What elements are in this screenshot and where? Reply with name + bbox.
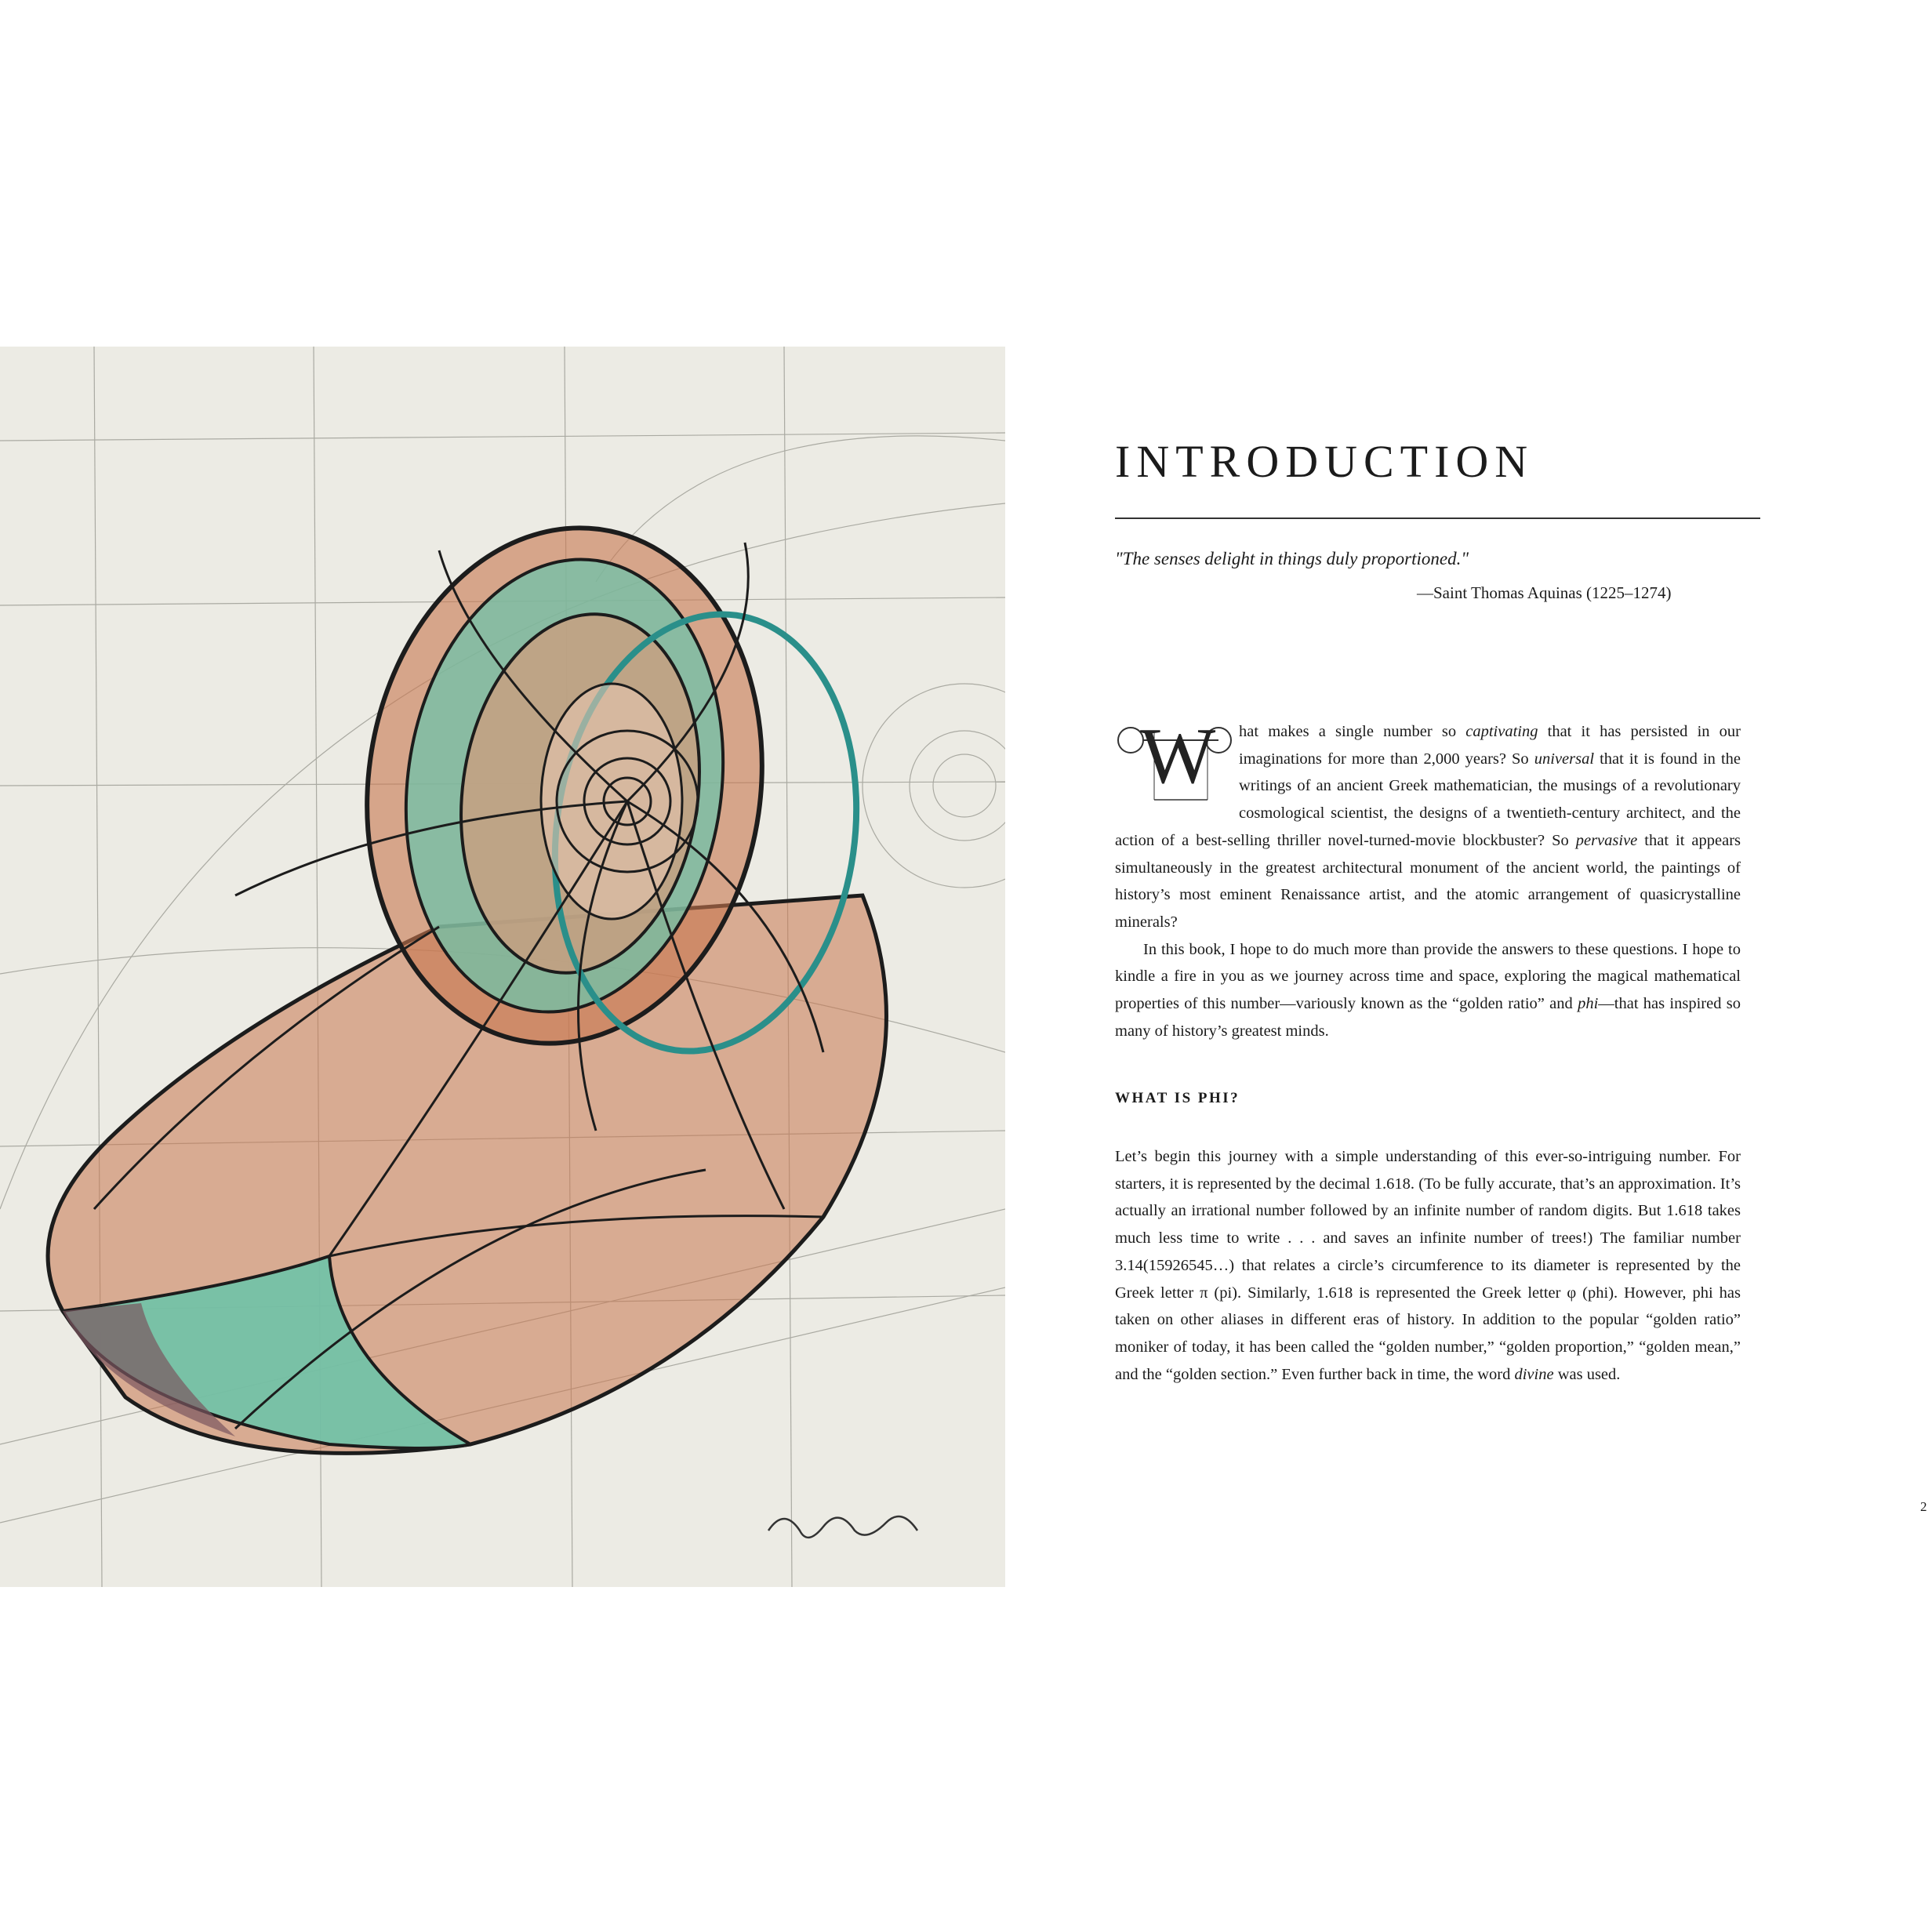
drop-cap [1115,712,1233,803]
section-body [1115,1143,1741,1388]
intro-text: that it is found in the writings of an ancient Greek mathematician, the musings of a revolutionary cosmological scientist, the designs of a twentieth-century architect, and the action of a best-selling thriller novel-turned-movie blockbuster? So [1115,750,1741,849]
title-rule [1115,518,1760,519]
epigraph-attribution: —Saint Thomas Aquinas (1225–1274) [1417,583,1672,602]
epigraph-quote: "The senses delight in things duly proportioned." [1115,549,1469,568]
section-heading: WHAT IS PHI? [1115,1090,1240,1106]
section-paragraph [1115,1143,1741,1388]
intro-emphasis: pervasive [1575,831,1638,849]
page-number: 2 [1920,1499,1927,1514]
intro-emphasis: universal [1534,750,1595,768]
intro-text: —that has inspired so many of history’s greatest minds. [1115,995,1741,1040]
section-emphasis: divine [1514,1365,1554,1383]
intro-emphasis: captivating [1465,723,1538,740]
introduction-body [1115,712,1741,1044]
intro-text: In this book, I hope to do much more than provide the answers to these questions. I hope to kindle a fire in you as we journey across time and space, exploring the magical mathematical properties of this number—variously known as the “golden ratio” and [1115,940,1741,1013]
intro-text: that it appears simultaneously in the greatest architectural monument of the ancient world, the paintings of history’s most eminent Renaissance artist, and the atomic arrangement of quasicrystalline minerals? [1115,831,1741,931]
nautilus-drawing [0,347,1005,1587]
intro-text: hat makes a single number so [1239,723,1466,740]
intro-text: that it has persisted in our imaginations for more than 2,000 years? So [1239,723,1741,768]
text-column [1115,436,1758,1383]
section-text: was used. [1553,1365,1621,1383]
chapter-title: INTRODUCTION [1115,436,1534,487]
intro-emphasis: phi [1578,995,1599,1013]
nautilus-illustration [0,347,1005,1587]
intro-paragraph-2 [1115,936,1741,1045]
drop-cap-letter: W [1140,712,1216,801]
intro-paragraph-1 [1115,712,1741,936]
epigraph [1115,549,1758,603]
section-text: Let’s begin this journey with a simple understanding of this ever-so-intriguing number. For starters, it is represented by the decimal 1.618. (To be fully accurate, that’s an approximation. It’s actually an irrational number followed by an infinite number of random digits. But 1.618 takes much less time to write . . . and saves an infinite number of trees!) The familiar number 3.14(15926545…) that relates a circle’s circumference to its diameter is represented by the Greek letter π (pi). Similarly, 1.618 is represented the Greek letter φ (phi). However, phi has taken on other aliases in different eras of history. In addition to the popular “golden ratio” moniker of today, it has been called the “golden number,” “golden proportion,” “golden mean,” and the “golden section.” Even further back in time, the word [1115,1148,1741,1383]
